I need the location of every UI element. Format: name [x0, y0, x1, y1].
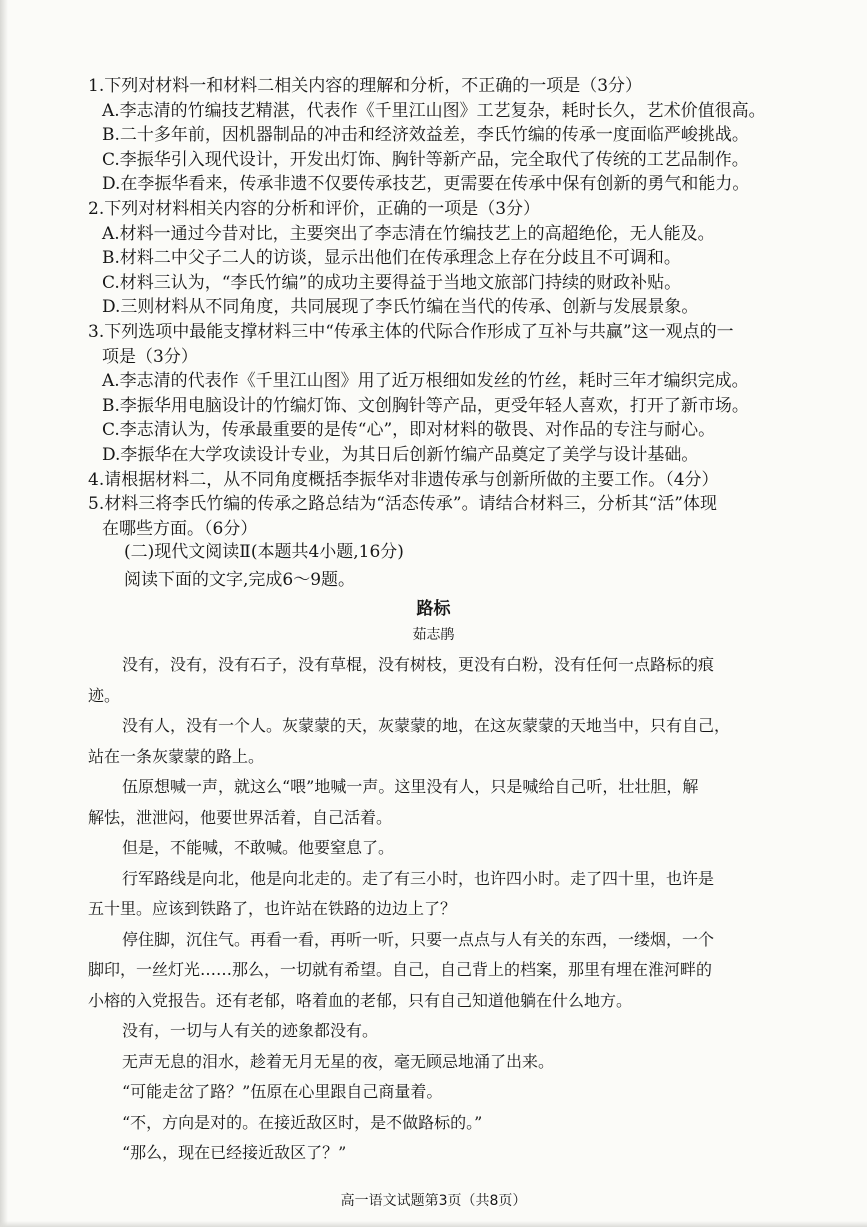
question-2-option-a: A.材料一通过今昔对比，主要突出了李志清在竹编技艺上的高超绝伦，无人能及。 [102, 223, 715, 244]
article-line: 脚印，一丝灯光……那么，一切就有希望。自己，自己背上的档案，那里有埋在淮河畔的 [88, 960, 713, 979]
question-2-stem: 2.下列对材料相关内容的分析和评价，正确的一项是（3分） [88, 198, 541, 219]
article-line: 没有人，没有一个人。灰蒙蒙的天，灰蒙蒙的地，在这灰蒙蒙的天地当中，只有自己， [122, 716, 731, 735]
question-5-stem-cont: 在哪些方面。（6分） [102, 518, 258, 539]
question-1-option-d: D.在李振华看来，传承非遗不仅要传承技艺，更需要在传承中保有创新的勇气和能力。 [102, 174, 750, 195]
article-author: 茹志鹃 [412, 627, 455, 643]
article-body [88, 650, 788, 1169]
article-line: “不，方向是对的。在接近敌区时，是不做路标的。” [122, 1112, 483, 1132]
question-2-option-b: B.材料二中父子二人的访谈，显示出他们在传承理念上存在分歧且不可调和。 [102, 248, 681, 269]
question-3-option-d: D.李振华在大学攻读设计专业，为其日后创新竹编产品奠定了美学与设计基础。 [102, 444, 699, 465]
article-line: 解怯，泄泄闷，他要世界活着，自己活着。 [88, 807, 393, 827]
question-5-stem: 5.材料三将李氏竹编的传承之路总结为“活态传承”。请结合材料三，分析其“活”体现 [88, 494, 717, 515]
article-line: 行军路线是向北，他是向北走的。走了有三小时，也许四小时。走了四十里，也许是 [122, 868, 715, 888]
article-line: 但是，不能喊，不敢喊。他要窒息了。 [122, 838, 395, 857]
article-line: “可能走岔了路？”伍原在心里跟自己商量着。 [122, 1082, 443, 1101]
article-line: 迹。 [88, 685, 121, 705]
question-1-option-c: C.李振华引入现代设计，开发出灯饰、胸针等新产品，完全取代了传统的工艺品制作。 [102, 149, 749, 170]
question-3-option-a: A.李志清的代表作《千里江山图》用了近万根细如发丝的竹丝，耗时三年才编织完成。 [102, 371, 749, 392]
article-line: 五十里。应该到铁路了，也许站在铁路的边边上了？ [88, 899, 457, 918]
question-4-stem: 4.请根据材料二，从不同角度概括李振华对非遗传承与创新所做的主要工作。（4分） [88, 469, 719, 490]
article-line: 没有，一切与人有关的迹象都没有。 [122, 1021, 379, 1040]
question-2-option-c: C.材料三认为，“李氏竹编”的成功主要得益于当地文旅部门持续的财政补贴。 [102, 272, 682, 293]
article-line: 伍原想喊一声，就这么“喂”地喊一声。这里没有人，只是喊给自己听，壮壮胆，解 [122, 777, 699, 796]
section-instruction: 阅读下面的文字,完成6～9题。 [124, 570, 356, 590]
article-line: 站在一条灰蒙蒙的路上。 [88, 746, 265, 766]
section-heading: (二)现代文阅读Ⅱ(本题共4小题,16分) [124, 542, 404, 562]
questions-block [88, 74, 788, 541]
question-3-option-b: B.李振华用电脑设计的竹编灯饰、文创胸针等产品，更受年轻人喜欢，打开了新市场。 [102, 395, 749, 416]
question-1-stem: 1.下列对材料一和材料二相关内容的理解和分析，不正确的一项是（3分） [88, 76, 643, 96]
question-3-stem-cont: 项是（3分） [102, 346, 198, 367]
scan-edge-shadow-bottom [0, 1221, 867, 1227]
question-1-option-b: B.二十多年前，因机器制品的冲击和经济效益差，李氏竹编的传承一度面临严峻挑战。 [102, 125, 749, 146]
article-line: 无声无息的泪水，趁着无月无星的夜，毫无顾忌地涌了出来。 [122, 1051, 555, 1071]
question-3-stem: 3.下列选项中最能支撑材料三中“传承主体的代际合作形成了互补与共赢”这一观点的一 [88, 321, 734, 342]
question-2-option-d: D.三则材料从不同角度，共同展现了李氏竹编在当代的传承、创新与发展景象。 [102, 297, 699, 318]
question-1-option-a: A.李志清的竹编技艺精湛，代表作《千里江山图》工艺复杂，耗时长久，艺术价值很高。 [102, 100, 766, 121]
article-title: 路标 [416, 599, 451, 619]
article-line: “那么，现在已经接近敌区了？” [122, 1143, 347, 1162]
page-footer: 高一语文试题第3页（共8页） [340, 1193, 527, 1209]
article-line: 小榕的入党报告。还有老郁，咯着血的老郁，只有自己知道他躺在什么地方。 [88, 990, 633, 1010]
article-line: 停住脚，沉住气。再看一看，再听一听，只要一点点与人有关的东西，一缕烟，一个 [122, 929, 715, 949]
question-3-option-c: C.李志清认为，传承最重要的是传“心”，即对材料的敬畏、对作品的专注与耐心。 [102, 420, 716, 441]
article-line: 没有，没有，没有石子，没有草棍，没有树枝，更没有白粉，没有任何一点路标的痕 [122, 655, 715, 674]
